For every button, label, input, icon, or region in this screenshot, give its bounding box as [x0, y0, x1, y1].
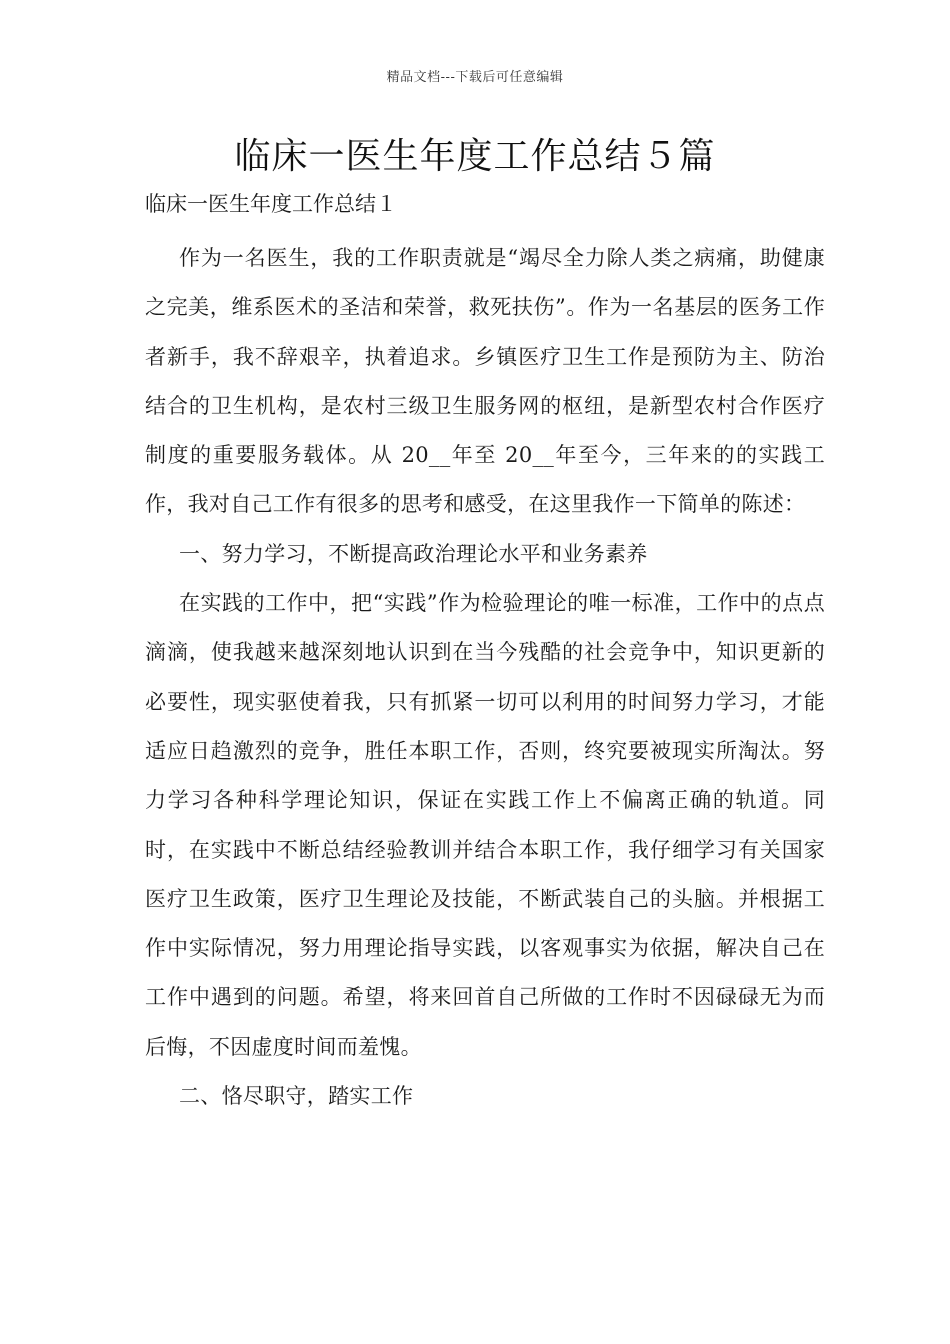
paragraph-intro: 作为一名医生，我的工作职责就是“竭尽全力除人类之病痛，助健康之完美，维系医术的圣洁和荣誉，救死扶伤”。作为一名基层的医务工作者新手，我不辞艰辛，执着追求。乡镇医疗卫生工作是预防为主、防治结合的卫生机构，是农村三级卫生服务网的枢纽，是新型农村合作医疗制度的重要服务载体。从 20__年至 20__年至今，三年来的的实践工作，我对自己工作有很多的思考和感受，在这里我作一下简单的陈述：	[145, 246, 825, 517]
paragraph-study: 在实践的工作中，把“实践”作为检验理论的唯一标准，工作中的点点滴滴，使我越来越深刻地认识到在当今残酷的社会竞争中，知识更新的必要性，现实驱使着我，只有抓紧一切可以利用的时间努力学习，才能适应日趋激烈的竞争，胜任本职工作，否则，终究要被现实所淘汰。努力学习各种科学理论知识，保证在实践工作上不偏离正确的轨道。同时，在实践中不断总结经验教训并结合本职工作，我仔细学习有关国家医疗卫生政策，医疗卫生理论及技能，不断武装自己的头脑。并根据工作中实际情况，努力用理论指导实践，以客观事实为依据，解决自己在工作中遇到的问题。希望，将来回首自己所做的工作时不因碌碌无为而后悔，不因虚度时间而羞愧。	[145, 591, 825, 1059]
paragraph-heading-one: 一、努力学习，不断提高政治理论水平和业务素养	[179, 541, 648, 566]
body-text	[145, 234, 825, 1121]
header-note: 精品文档---下载后可任意编辑	[386, 70, 564, 85]
section-title: 临床一医生年度工作总结１	[145, 192, 397, 216]
document-title: 临床一医生年度工作总结５篇	[234, 136, 716, 177]
paragraph-heading-two: 二、恪尽职守，踏实工作	[179, 1084, 414, 1109]
